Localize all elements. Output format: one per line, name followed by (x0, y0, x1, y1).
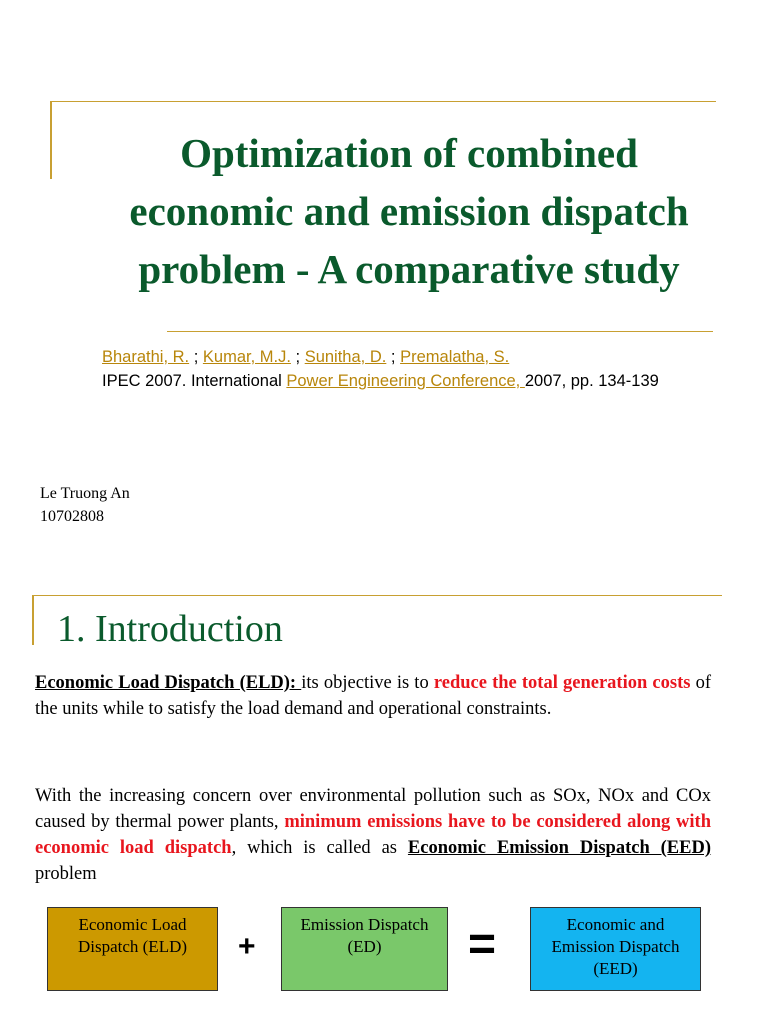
title-line: Optimization of combined (180, 130, 638, 176)
box-label: Economic and (566, 915, 665, 934)
conf-prefix: IPEC 2007. International (102, 372, 287, 390)
author-list (102, 348, 509, 367)
plus-sign: + (238, 930, 256, 963)
author-separator: ; (386, 348, 401, 366)
paragraph-text: problem (35, 864, 97, 884)
student-name: Le Truong An (40, 485, 130, 502)
cost-highlight: reduce the total generation costs (433, 673, 691, 693)
section-heading: 1. Introduction (57, 608, 283, 650)
slide-title (50, 124, 768, 298)
frame-left-line (32, 595, 34, 645)
eld-box (47, 907, 218, 991)
conference-reference (102, 372, 659, 391)
emission-highlight: minimum emissions have to be considered along with economic load dispatch (35, 812, 712, 858)
title-line: economic and emission dispatch (129, 188, 689, 234)
frame-top-line (32, 595, 722, 596)
author-link[interactable]: Sunitha, D. (304, 348, 387, 366)
eed-box (530, 907, 701, 991)
box-label: Economic Load (78, 915, 187, 934)
conf-suffix: 2007, pp. 134-139 (524, 372, 659, 390)
author-separator: ; (189, 348, 203, 366)
author-separator: ; (290, 348, 305, 366)
paragraph-text: , which is called as (231, 838, 408, 858)
box-label: (ED) (347, 937, 382, 956)
title-line: problem - A comparative study (138, 246, 680, 292)
box-label: (EED) (593, 959, 638, 978)
author-link[interactable]: Premalatha, S. (400, 348, 510, 366)
box-label: Dispatch (ELD) (77, 937, 188, 956)
frame-top-line (50, 101, 716, 102)
student-info (40, 482, 130, 528)
paragraph-text: of the units while to satisfy the load demand and operational constraints. (35, 673, 712, 719)
eld-term: Economic Load Dispatch (ELD): (35, 673, 302, 693)
eed-paragraph (35, 783, 711, 887)
author-link[interactable]: Bharathi, R. (102, 348, 190, 366)
title-underline (167, 331, 713, 332)
eld-paragraph (35, 670, 711, 722)
eed-term: Economic Emission Dispatch (EED) (407, 838, 712, 858)
box-label: Emission Dispatch (300, 915, 429, 934)
ed-box (281, 907, 448, 991)
paragraph-text: its objective is to (301, 673, 434, 693)
conference-link[interactable]: Power Engineering Conference, (286, 372, 525, 390)
paragraph-text: With the increasing concern over environmental pollution such as SOx, NOx and COx caused by thermal power plants, (35, 786, 711, 832)
box-label: Emission Dispatch (551, 937, 680, 956)
author-link[interactable]: Kumar, M.J. (202, 348, 291, 366)
student-id: 10702808 (40, 508, 104, 525)
introduction-slide (0, 575, 768, 1024)
equals-sign: = (468, 918, 497, 971)
